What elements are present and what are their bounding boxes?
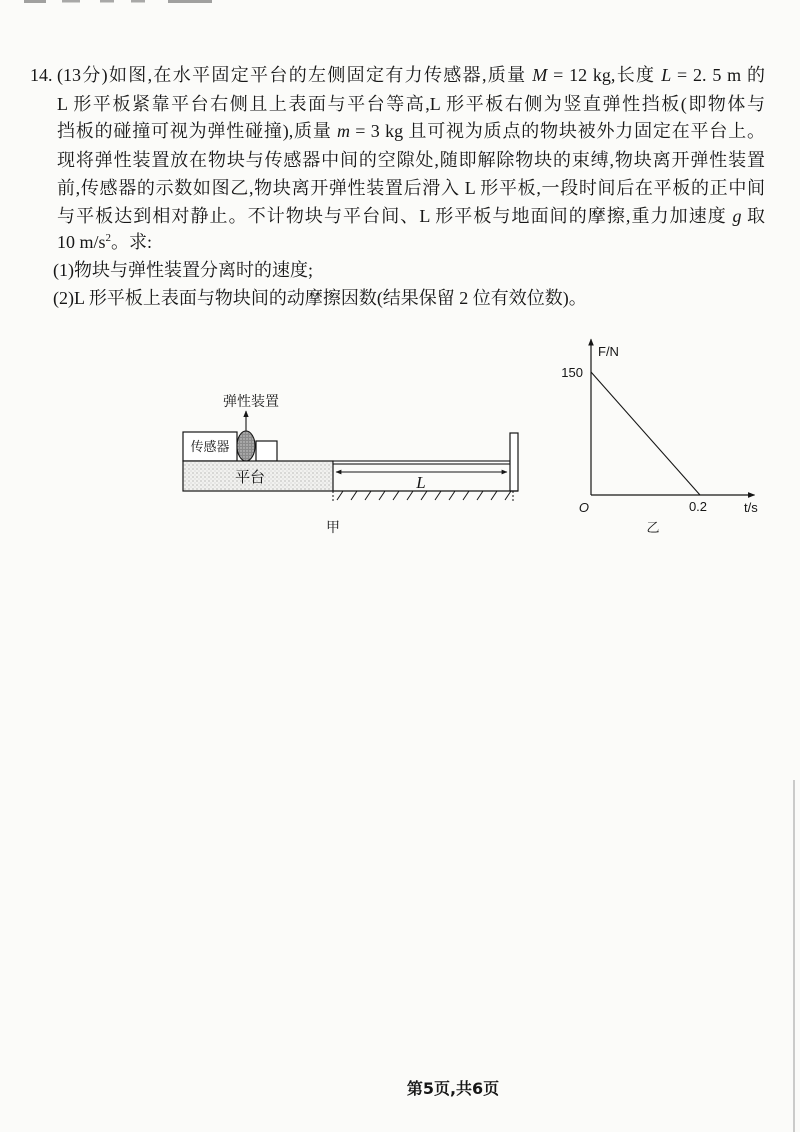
question-text-line	[57, 149, 765, 171]
y-axis-label: F/N	[598, 344, 619, 359]
ground-hatching	[337, 491, 511, 500]
figure-jia-diagram	[170, 385, 530, 545]
question-text-line	[57, 93, 765, 115]
scan-artifact-edge	[793, 780, 795, 1132]
sub-question-1	[53, 259, 761, 281]
question-text-line	[57, 231, 765, 253]
scan-mark	[131, 0, 145, 3]
math-variable: M	[532, 65, 548, 85]
scan-artifact-top	[0, 0, 800, 6]
force-sensor-label: 传感器	[190, 439, 230, 454]
scan-mark	[24, 0, 46, 3]
text-run: 取	[741, 206, 766, 226]
question-text-line	[57, 120, 765, 142]
text-run: 前,传感器的示数如图乙,物块离开弹性装置后滑入 L 形平板,一段时间后在平板的正中间	[57, 178, 765, 198]
text-run: 10 m/s	[57, 232, 106, 252]
page-footer: 第5页,共6页	[406, 1079, 500, 1098]
figure-jia-caption: 甲	[326, 521, 340, 536]
data-line	[591, 372, 700, 495]
question-number: 14.	[30, 65, 53, 85]
math-variable: m	[336, 121, 350, 141]
platform-label: 平台	[234, 470, 266, 486]
scan-mark	[100, 0, 114, 3]
question-text-line	[57, 177, 765, 199]
scan-mark	[168, 0, 212, 3]
text-run: = 3 kg 且可视为质点的物块被外力固定在平台上。	[349, 121, 765, 141]
math-variable: g	[732, 206, 742, 226]
text-run: 与平板达到相对静止。不计物块与平台间、L 形平板与地面间的摩擦,重力加速度	[57, 206, 733, 226]
scan-mark	[62, 0, 80, 3]
small-block	[256, 441, 277, 461]
y-tick-label: 150	[561, 365, 583, 380]
l-plate-board	[333, 461, 510, 464]
spring-device	[237, 431, 255, 461]
text-run: 挡板的碰撞可视为弹性碰撞),质量	[57, 121, 337, 141]
text-run: (13分)如图,在水平固定平台的左侧固定有力传感器,质量	[57, 65, 533, 85]
text-run: 现将弹性装置放在物块与传感器中间的空隙处,随即解除物块的束缚,物块离开弹性装置	[57, 150, 765, 170]
length-label: L	[416, 473, 426, 492]
figure-yi-caption: 乙	[646, 520, 660, 535]
text-run: (1)物块与弹性装置分离时的速度;	[53, 260, 313, 280]
x-axis-label: t/s	[744, 500, 758, 515]
question-text-line	[57, 205, 765, 227]
elastic-baffle	[510, 433, 518, 491]
text-run: L 形平板紧靠平台右侧且上表面与平台等高,L 形平板右侧为竖直弹性挡板(即物体与	[57, 94, 765, 114]
spring-device-label: 弹性装置	[223, 395, 279, 410]
text-run: (2)L 形平板上表面与物块间的动摩擦因数(结果保留 2 位有效位数)。	[53, 288, 587, 308]
math-variable: L	[661, 65, 672, 85]
question-text-line	[57, 64, 765, 86]
tick-labels	[561, 365, 707, 514]
sub-question-2	[53, 287, 761, 309]
figure-yi-chart	[555, 333, 770, 540]
text-run: = 12 kg,长度	[547, 65, 662, 85]
superscript: 2	[105, 232, 112, 244]
origin-label: O	[578, 500, 589, 515]
x-tick-label: 0.2	[688, 499, 708, 514]
text-run: = 2. 5 m 的	[671, 65, 765, 85]
text-run: 。求:	[111, 232, 153, 252]
